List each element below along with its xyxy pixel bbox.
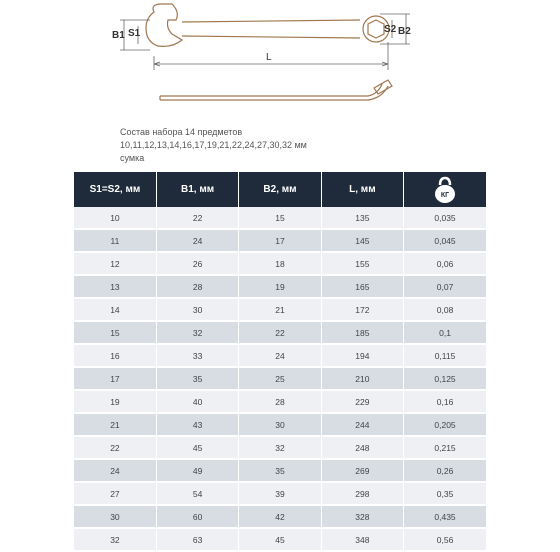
table-row [74, 528, 486, 551]
table-row [74, 344, 486, 367]
cell-weight: 0,08 [404, 298, 486, 321]
cell-s: 15 [74, 321, 156, 344]
table-row [74, 436, 486, 459]
cell-b1: 63 [156, 528, 238, 551]
cell-b2: 28 [239, 390, 321, 413]
set-case: сумка [120, 153, 145, 163]
cell-b1: 43 [156, 413, 238, 436]
cell-weight: 0,56 [404, 528, 486, 551]
cell-s: 22 [74, 436, 156, 459]
cell-b2: 39 [239, 482, 321, 505]
cell-l: 185 [321, 321, 403, 344]
cell-s: 30 [74, 505, 156, 528]
cell-l: 135 [321, 207, 403, 229]
table-row [74, 390, 486, 413]
cell-weight: 0,35 [404, 482, 486, 505]
cell-b2: 18 [239, 252, 321, 275]
cell-l: 165 [321, 275, 403, 298]
cell-weight: 0,205 [404, 413, 486, 436]
cell-b2: 24 [239, 344, 321, 367]
cell-b1: 40 [156, 390, 238, 413]
cell-b1: 24 [156, 229, 238, 252]
cell-s: 27 [74, 482, 156, 505]
cell-b1: 33 [156, 344, 238, 367]
cell-b1: 54 [156, 482, 238, 505]
b2-label: B2 [398, 26, 411, 37]
cell-b2: 25 [239, 367, 321, 390]
cell-s: 21 [74, 413, 156, 436]
cell-b2: 32 [239, 436, 321, 459]
cell-l: 172 [321, 298, 403, 321]
cell-b1: 35 [156, 367, 238, 390]
cell-weight: 0,26 [404, 459, 486, 482]
cell-weight: 0,035 [404, 207, 486, 229]
cell-b1: 45 [156, 436, 238, 459]
cell-weight: 0,1 [404, 321, 486, 344]
s1-label: S1 [128, 28, 141, 39]
wrench-dimension-diagram [110, 0, 430, 112]
cell-weight: 0,045 [404, 229, 486, 252]
cell-l: 229 [321, 390, 403, 413]
header-weight [404, 172, 486, 207]
cell-b1: 32 [156, 321, 238, 344]
cell-weight: 0,125 [404, 367, 486, 390]
cell-b1: 28 [156, 275, 238, 298]
cell-s: 24 [74, 459, 156, 482]
cell-b2: 35 [239, 459, 321, 482]
table-row [74, 275, 486, 298]
cell-b1: 49 [156, 459, 238, 482]
table-row [74, 459, 486, 482]
cell-weight: 0,435 [404, 505, 486, 528]
cell-l: 244 [321, 413, 403, 436]
cell-l: 194 [321, 344, 403, 367]
table-row [74, 505, 486, 528]
cell-b2: 45 [239, 528, 321, 551]
cell-s: 19 [74, 390, 156, 413]
cell-s: 11 [74, 229, 156, 252]
cell-l: 155 [321, 252, 403, 275]
table-row [74, 321, 486, 344]
cell-b2: 42 [239, 505, 321, 528]
table-row [74, 207, 486, 229]
cell-l: 298 [321, 482, 403, 505]
cell-weight: 0,16 [404, 390, 486, 413]
cell-b2: 17 [239, 229, 321, 252]
cell-b2: 22 [239, 321, 321, 344]
cell-s: 10 [74, 207, 156, 229]
table-row [74, 252, 486, 275]
cell-l: 145 [321, 229, 403, 252]
cell-s: 13 [74, 275, 156, 298]
table-row [74, 413, 486, 436]
s2-label: S2 [384, 24, 397, 35]
table-row [74, 367, 486, 390]
spec-table [74, 172, 486, 552]
cell-weight: 0,215 [404, 436, 486, 459]
cell-weight: 0,06 [404, 252, 486, 275]
cell-l: 348 [321, 528, 403, 551]
table-row [74, 298, 486, 321]
cell-s: 32 [74, 528, 156, 551]
header-l: L, мм [321, 172, 403, 207]
cell-s: 17 [74, 367, 156, 390]
cell-b1: 26 [156, 252, 238, 275]
header-b2: B2, мм [239, 172, 321, 207]
cell-s: 12 [74, 252, 156, 275]
cell-l: 248 [321, 436, 403, 459]
b1-label: B1 [112, 30, 125, 41]
table-row [74, 229, 486, 252]
cell-b1: 30 [156, 298, 238, 321]
cell-b2: 21 [239, 298, 321, 321]
table-row [74, 482, 486, 505]
cell-b1: 22 [156, 207, 238, 229]
cell-b2: 15 [239, 207, 321, 229]
cell-l: 210 [321, 367, 403, 390]
set-composition: Состав набора 14 предметов [120, 127, 243, 137]
cell-weight: 0,115 [404, 344, 486, 367]
table-header-row [74, 172, 486, 207]
cell-s: 14 [74, 298, 156, 321]
header-s: S1=S2, мм [74, 172, 156, 207]
cell-b2: 19 [239, 275, 321, 298]
set-sizes: 10,11,12,13,14,16,17,19,21,22,24,27,30,32 мм [120, 140, 307, 150]
cell-l: 269 [321, 459, 403, 482]
kettlebell-icon [432, 176, 458, 204]
cell-b1: 60 [156, 505, 238, 528]
cell-b2: 30 [239, 413, 321, 436]
header-b1: B1, мм [156, 172, 238, 207]
l-label: L [266, 52, 272, 63]
cell-l: 328 [321, 505, 403, 528]
cell-weight: 0,07 [404, 275, 486, 298]
weight-unit-label: КГ [440, 191, 450, 199]
cell-s: 16 [74, 344, 156, 367]
set-description [120, 126, 307, 165]
